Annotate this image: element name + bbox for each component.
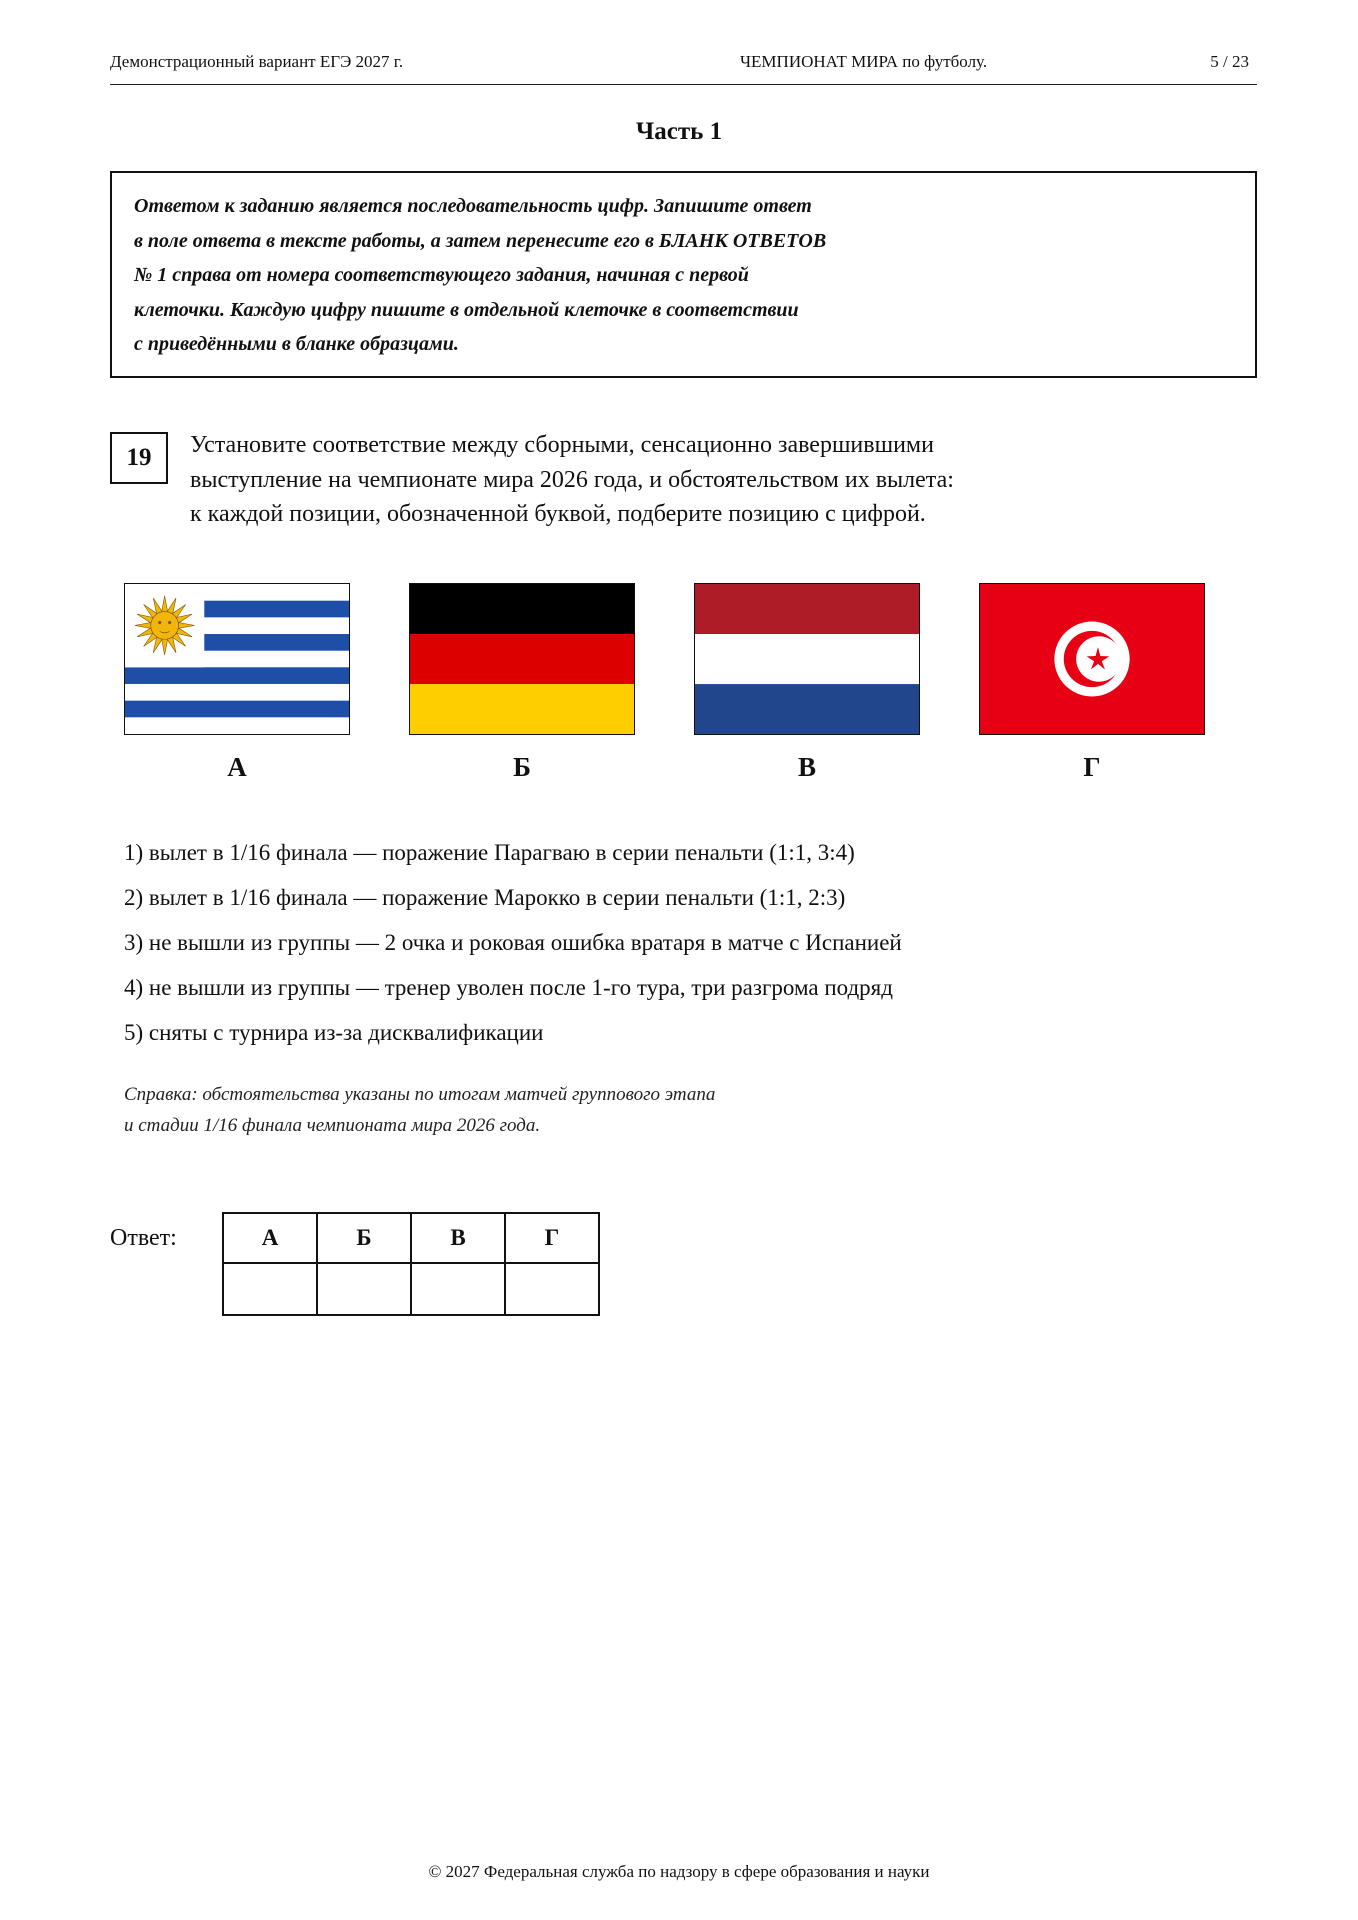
- uruguay-flag-icon: [124, 583, 350, 735]
- answer-header-b: Б: [317, 1213, 411, 1263]
- option-item: 3) не вышли из группы — 2 очка и роковая ошибка вратаря в матче с Испанией: [124, 930, 902, 955]
- instruction-line: Ответом к заданию является последовательность цифр. Запишите ответ: [134, 195, 812, 217]
- header-exam-title: Демонстрационный вариант ЕГЭ 2027 г.: [110, 52, 404, 71]
- task-statement: [190, 428, 1190, 532]
- answer-table: [222, 1212, 600, 1316]
- answer-header-v: В: [411, 1213, 505, 1263]
- option-item: 4) не вышли из группы — тренер уволен после 1-го тура, три разгрома подряд: [124, 975, 893, 1000]
- answer-cell-v[interactable]: [411, 1263, 505, 1315]
- task-text-line: Установите соответствие между сборными, сенсационно завершившими: [190, 432, 934, 458]
- instruction-line: в поле ответа в тексте работы, а затем перенесите его в БЛАНК ОТВЕТОВ: [134, 229, 827, 252]
- flag-letter-a: А: [227, 752, 247, 782]
- flag-letter-b: Б: [513, 752, 531, 782]
- note-line: и стадии 1/16 финала чемпионата мира 2026 года.: [124, 1115, 541, 1136]
- instruction-line: № 1 справа от номера соответствующего задания, начиная с первой: [134, 264, 749, 286]
- option-item: 5) сняты с турнира из-за дисквалификации: [124, 1020, 544, 1045]
- header-page-number: 5 / 23: [1210, 52, 1249, 71]
- tunisia-flag-icon: [979, 583, 1205, 735]
- flag-letter-g: Г: [1083, 752, 1101, 782]
- instructions-box: [110, 171, 1257, 378]
- answer-cell-g[interactable]: [505, 1263, 599, 1315]
- answer-cell-a[interactable]: [223, 1263, 317, 1315]
- page-footer: © 2027 Федеральная служба по надзору в сфере образования и науки: [428, 1862, 930, 1881]
- task-text-line: к каждой позиции, обозначенной буквой, подберите позицию с цифрой.: [190, 501, 926, 527]
- task-text-line: выступление на чемпионате мира 2026 года, и обстоятельством их вылета:: [190, 466, 954, 493]
- note-line: Справка: обстоятельства указаны по итогам матчей группового этапа: [124, 1084, 716, 1105]
- instruction-line: клеточки. Каждую цифру пишите в отдельной клеточке в соответствии: [134, 298, 799, 321]
- reference-note: [124, 1079, 1224, 1141]
- flag-letter-v: В: [797, 752, 816, 782]
- germany-flag-icon: [409, 583, 635, 735]
- header-subject: ЧЕМПИОНАТ МИРА по футболу.: [740, 52, 988, 71]
- answer-cell-b[interactable]: [317, 1263, 411, 1315]
- task-number: 19: [110, 432, 168, 484]
- page-header: [110, 50, 1257, 85]
- answer-header-a: А: [223, 1213, 317, 1263]
- option-item: 1) вылет в 1/16 финала — поражение Парагваю в серии пенальти (1:1, 3:4): [124, 840, 855, 865]
- part-title: Часть 1: [635, 118, 723, 145]
- instruction-line: с приведёнными в бланке образцами.: [134, 333, 459, 355]
- answer-label: Ответ:: [110, 1225, 177, 1251]
- answer-options-list: [124, 836, 1224, 1061]
- option-item: 2) вылет в 1/16 финала — поражение Марокко в серии пенальти (1:1, 2:3): [124, 885, 846, 910]
- netherlands-flag-icon: [694, 583, 920, 735]
- answer-header-g: Г: [505, 1213, 599, 1263]
